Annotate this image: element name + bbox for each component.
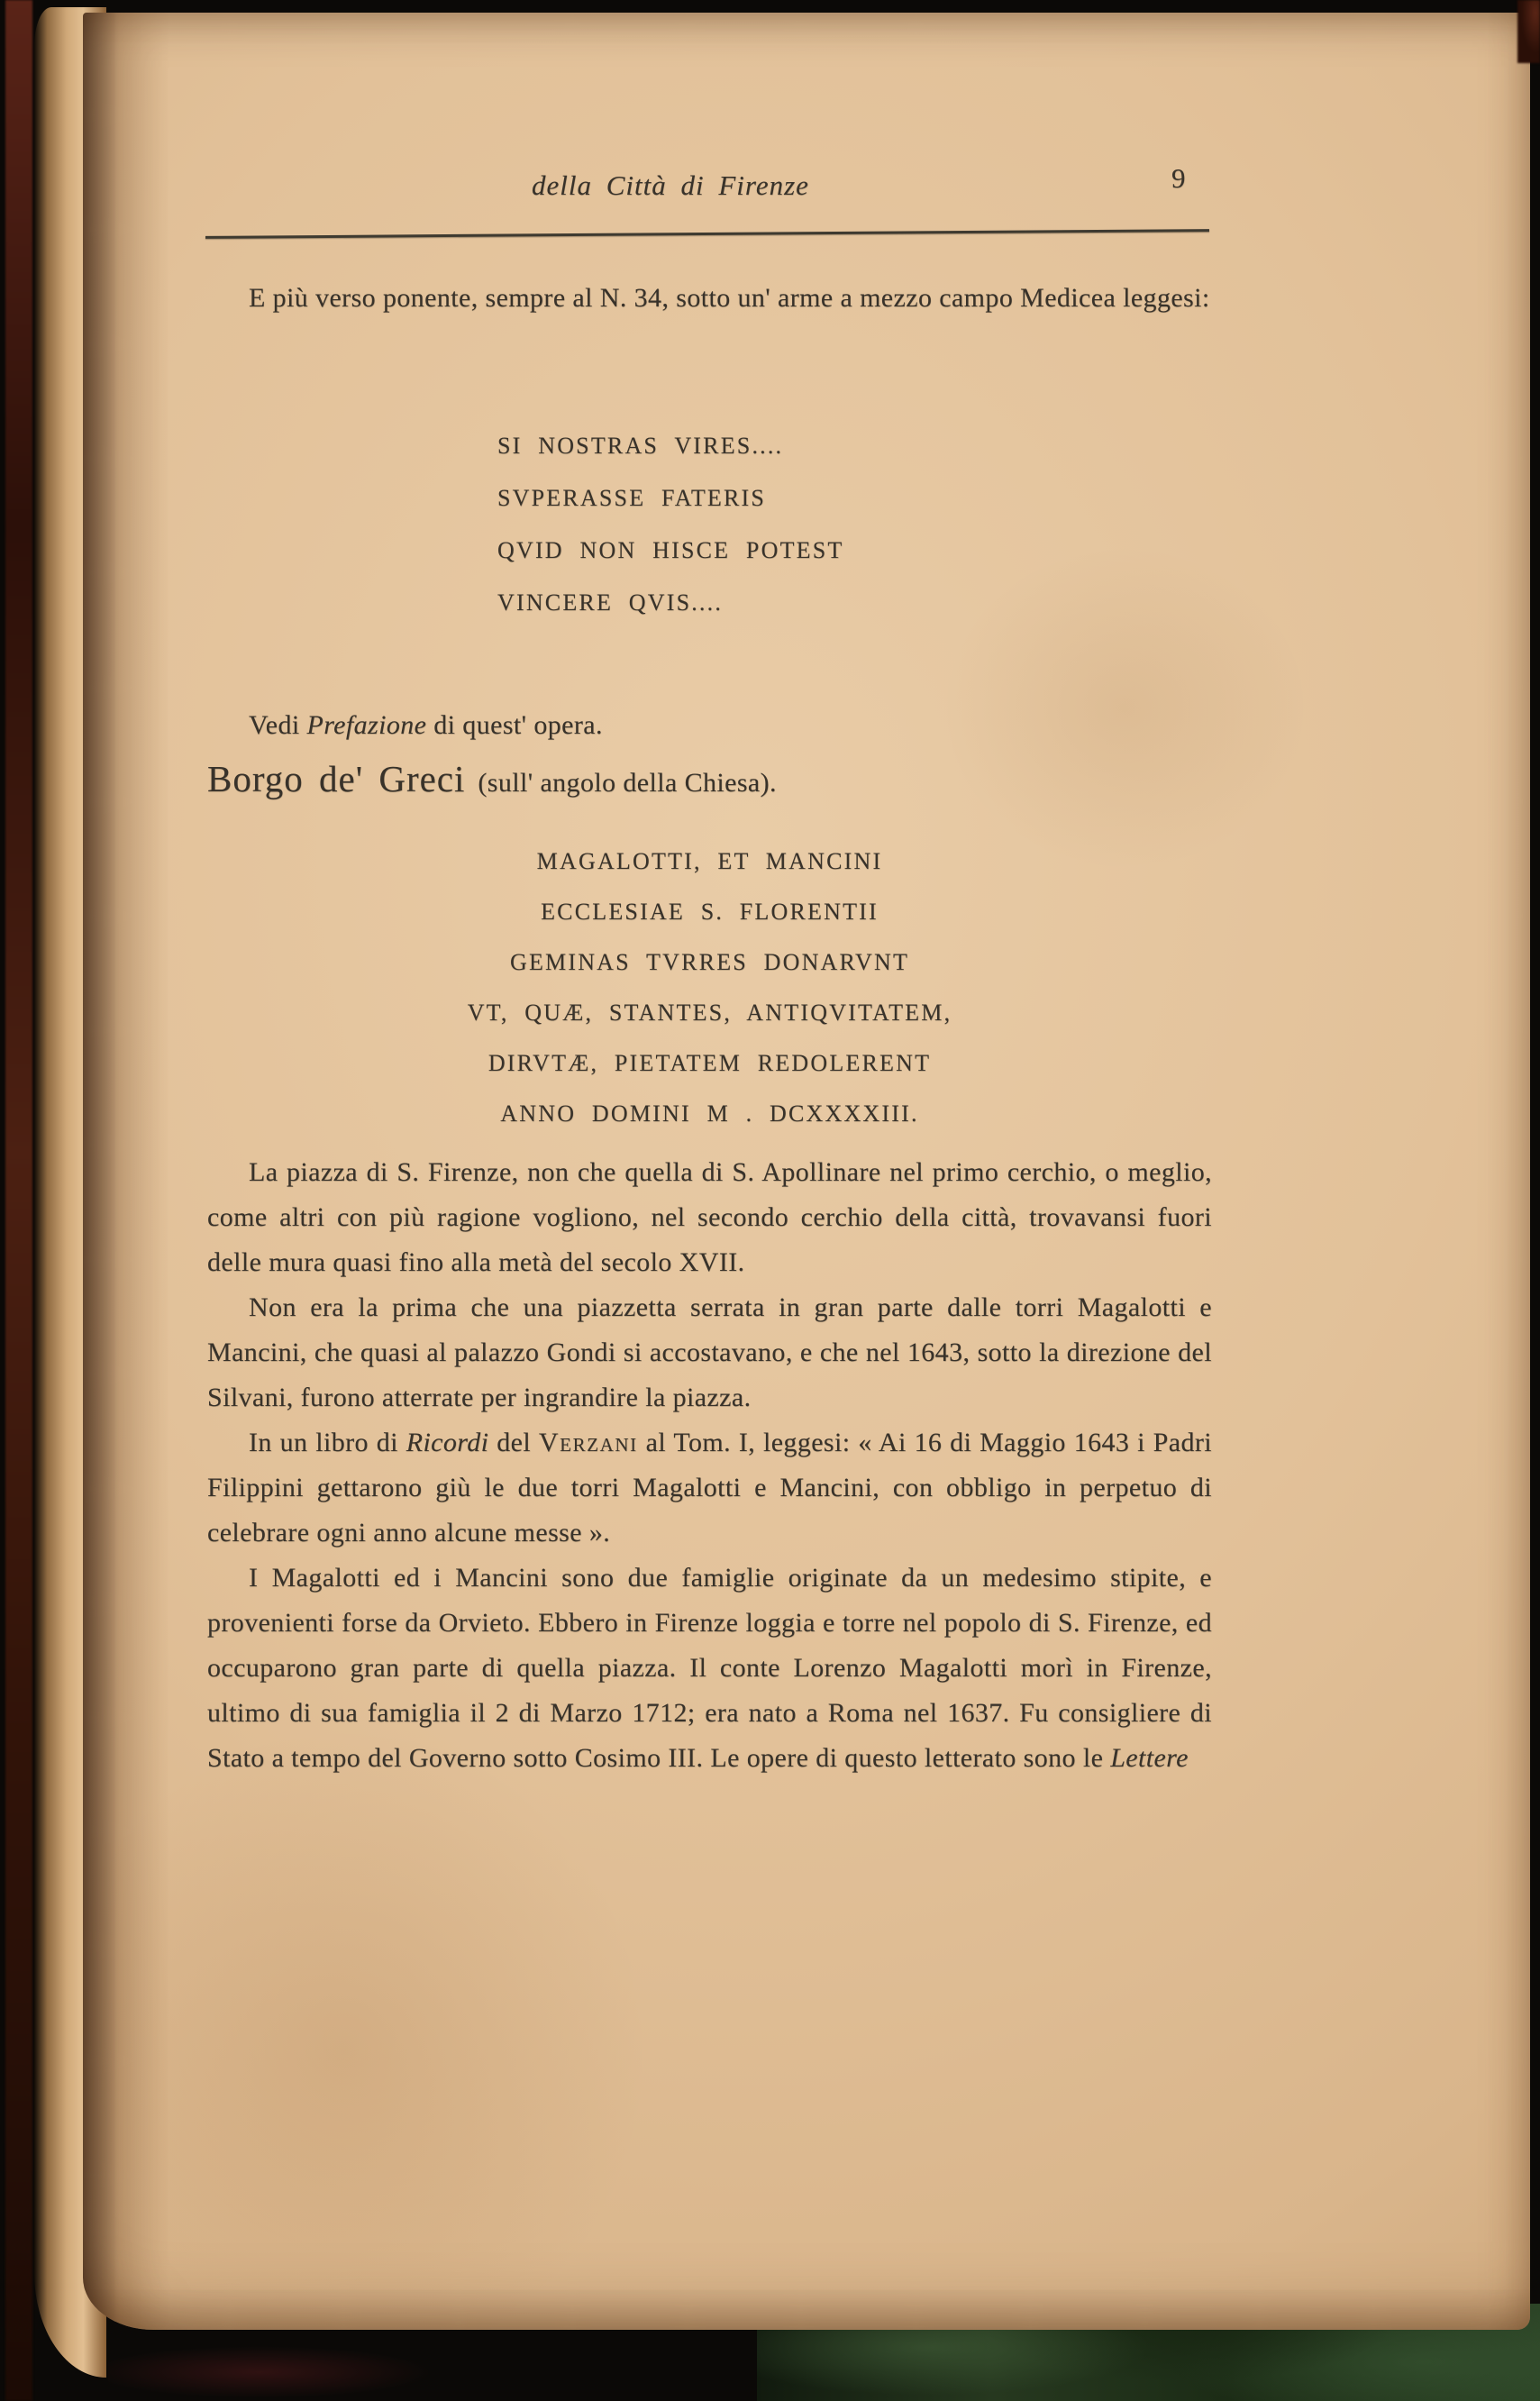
inscription-line: ECCLESIAE S. FLORENTII	[541, 899, 879, 925]
text-segment: di quest' opera.	[426, 710, 603, 740]
street-location-note: (sull' angolo della Chiesa).	[478, 768, 777, 798]
text-segment: al Tom. I, leggesi: « Ai 16 di Maggio 1643 i Padri Filippini gettarono giù le due torri Magalotti e Mancini, con obbligo in perpetuo di celebrare ogni anno alcune messe ».	[207, 1428, 1212, 1547]
body-paragraph	[207, 1420, 1212, 1556]
text-segment: Non era la prima che una piazzetta serrata in gran parte dalle torri Magalotti e Mancini, che quasi al palazzo Gondi si accostavano, e che nel 1643, sotto la direzione del Silvani, furono atterrate per ingrandire la piazza.	[207, 1292, 1212, 1412]
binding-shadow	[108, 2343, 487, 2401]
body-paragraph	[207, 1556, 1212, 1781]
corner-stain	[1517, 0, 1540, 63]
inscription-line: SI NOSTRAS VIRES....	[497, 433, 784, 459]
text-segment: La piazza di S. Firenze, non che quella di S. Apollinare nel primo cerchio, o meglio, come altri con più ragione vogliono, nel secondo cerchio della città, trovavansi fuori delle mura quasi fino alla metà del secolo XVII.	[207, 1157, 1212, 1277]
see-note	[207, 703, 1212, 748]
inscription-line: DIRVTÆ, PIETATEM REDOLERENT	[488, 1050, 932, 1076]
inscription-line: SVPERASSE FATERIS	[497, 485, 767, 511]
page-number: 9	[1171, 162, 1186, 194]
text-segment: Lettere	[1110, 1743, 1189, 1773]
body-text	[207, 1150, 1212, 1781]
book-page	[83, 13, 1530, 2330]
text-segment: I Magalotti ed i Mancini sono due famiglie originate da un medesimo stipite, e provenienti forse da Orvieto. Ebbero in Firenze loggia e torre nel popolo di S. Firenze, ed occuparono gran parte di quella piazza. Il conte Lorenzo Magalotti morì in Firenze, ultimo di sua famiglia il 2 di Marzo 1712; era nato a Roma nel 1637. Fu consigliere di Stato a tempo del Governo sotto Cosimo III. Le opere di questo letterato sono le	[207, 1563, 1212, 1773]
intro-paragraph	[207, 276, 1212, 321]
inscription-line: GEMINAS TVRRES DONARVNT	[509, 949, 910, 975]
body-paragraph	[207, 1150, 1212, 1285]
inscription-line: ANNO DOMINI M . DCXXXXIII.	[500, 1100, 919, 1127]
text-segment: del	[488, 1428, 539, 1457]
text-segment: Vedi	[249, 710, 307, 740]
header-rule	[205, 229, 1209, 239]
running-title: della Città di Firenze	[532, 169, 809, 201]
body-paragraph	[207, 1285, 1212, 1420]
text-segment: Verzani	[538, 1428, 638, 1457]
latin-inscription-medici	[497, 420, 843, 629]
street-name: Borgo de' Greci	[207, 758, 466, 799]
text-segment: E più verso ponente, sempre al N. 34, sotto un' arme a mezzo campo Medicea leggesi:	[249, 283, 1210, 313]
text-segment: Prefazione	[306, 710, 427, 740]
book-spine	[5, 0, 32, 2401]
inscription-line: QVID NON HISCE POTEST	[497, 537, 844, 563]
inscription-line: VINCERE QVIS....	[497, 589, 724, 616]
latin-inscription-towers	[207, 836, 1212, 1139]
inscription-line: MAGALOTTI, ET MANCINI	[536, 848, 883, 874]
text-segment: Ricordi	[406, 1428, 489, 1457]
inscription-line: VT, QUÆ, STANTES, ANTIQVITATEM,	[467, 1000, 952, 1026]
text-segment: In un libro di	[249, 1428, 406, 1457]
section-heading	[207, 757, 777, 800]
